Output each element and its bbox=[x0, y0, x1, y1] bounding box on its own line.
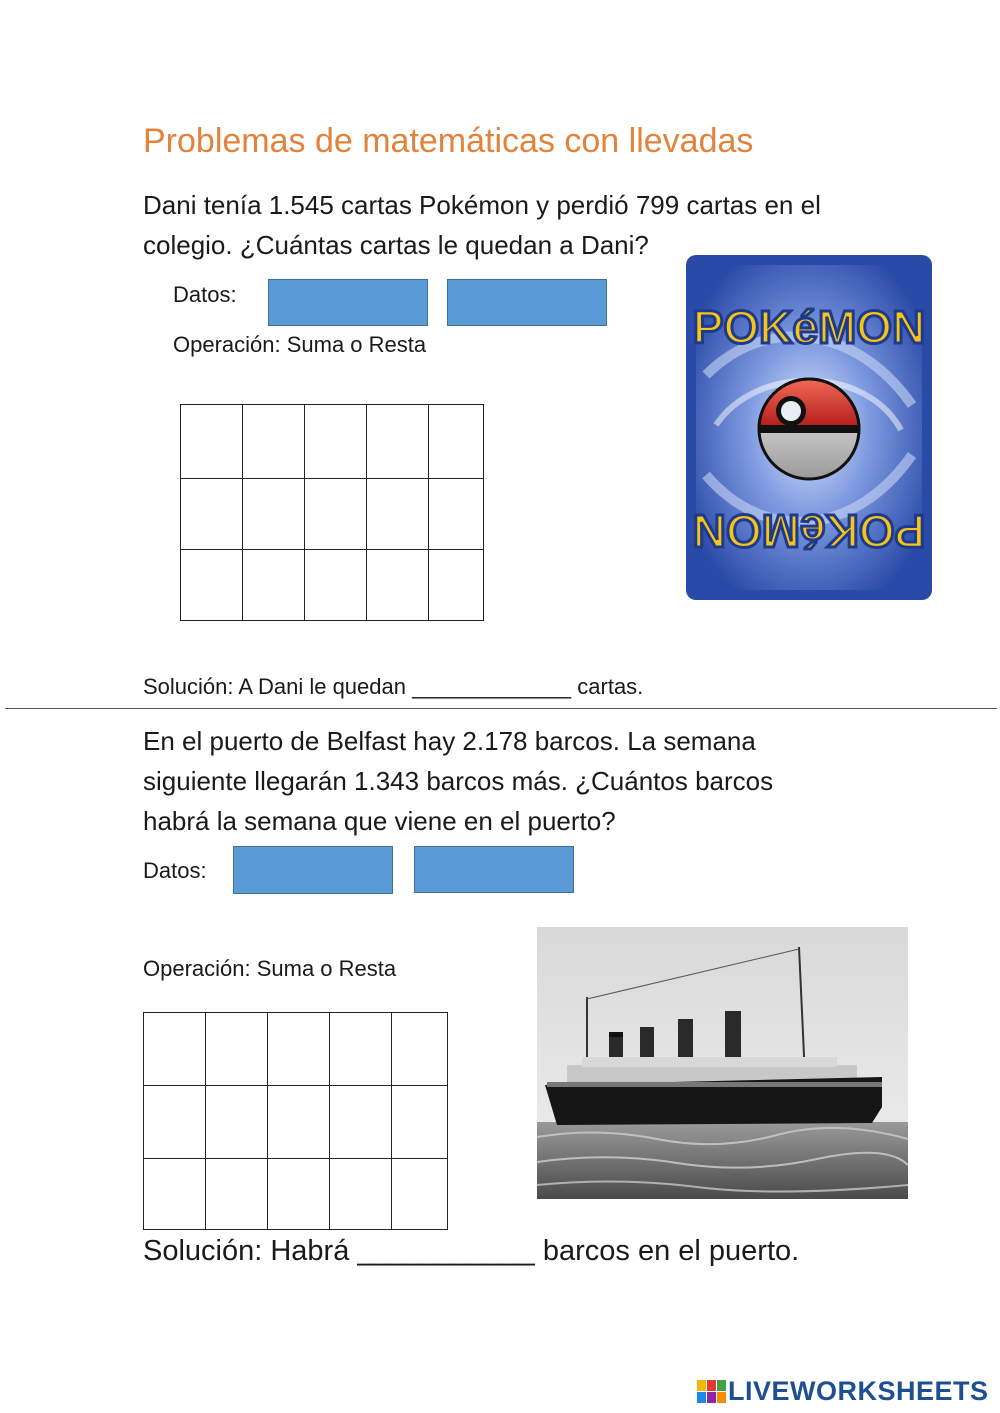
grid-cell[interactable] bbox=[330, 1013, 392, 1086]
problem1-solution: Solución: A Dani le quedan _____________ cartas. bbox=[143, 674, 644, 699]
grid-cell[interactable] bbox=[392, 1159, 448, 1230]
problem2-datos-input-1[interactable] bbox=[233, 846, 393, 894]
grid-cell[interactable] bbox=[392, 1013, 448, 1086]
problem2-datos-input-2[interactable] bbox=[414, 846, 574, 893]
grid-cell[interactable] bbox=[243, 479, 305, 550]
grid-cell[interactable] bbox=[429, 550, 484, 621]
grid-cell[interactable] bbox=[243, 550, 305, 621]
problem1-datos-input-2[interactable] bbox=[447, 279, 607, 326]
problem2-solution: Solución: Habrá ___________ barcos en el puerto. bbox=[143, 1235, 800, 1267]
problem2-calc-grid bbox=[143, 1012, 448, 1230]
problem2-question-line3: habrá la semana que viene en el puerto? bbox=[143, 806, 616, 836]
pokemon-logo-top: POKéMON bbox=[692, 301, 926, 353]
liveworksheets-brand: LIVEWORKSHEETS bbox=[728, 1376, 989, 1406]
grid-cell[interactable] bbox=[367, 479, 429, 550]
grid-cell[interactable] bbox=[268, 1013, 330, 1086]
pokemon-logo-bottom: POKéMON bbox=[692, 505, 926, 557]
grid-cell[interactable] bbox=[243, 405, 305, 479]
grid-cell[interactable] bbox=[144, 1086, 206, 1159]
grid-cell[interactable] bbox=[330, 1159, 392, 1230]
grid-cell[interactable] bbox=[181, 405, 243, 479]
grid-cell[interactable] bbox=[429, 405, 484, 479]
grid-cell[interactable] bbox=[305, 550, 367, 621]
grid-cell[interactable] bbox=[181, 479, 243, 550]
grid-cell[interactable] bbox=[268, 1159, 330, 1230]
problem1-datos-label: Datos: bbox=[173, 282, 237, 307]
pokemon-card-image bbox=[686, 255, 932, 600]
problem1-operacion-label: Operación: Suma o Resta bbox=[173, 332, 427, 357]
problem2-datos-label: Datos: bbox=[143, 858, 207, 883]
grid-cell[interactable] bbox=[206, 1013, 268, 1086]
grid-cell[interactable] bbox=[367, 405, 429, 479]
grid-cell[interactable] bbox=[206, 1159, 268, 1230]
problem2-question-line1: En el puerto de Belfast hay 2.178 barcos. La semana bbox=[143, 726, 756, 756]
grid-cell[interactable] bbox=[206, 1086, 268, 1159]
problem2-operacion-label: Operación: Suma o Resta bbox=[143, 956, 397, 981]
grid-cell[interactable] bbox=[330, 1086, 392, 1159]
grid-cell[interactable] bbox=[392, 1086, 448, 1159]
problem2-question-line2: siguiente llegarán 1.343 barcos más. ¿Cuántos barcos bbox=[143, 766, 774, 796]
grid-cell[interactable] bbox=[144, 1013, 206, 1086]
grid-cell[interactable] bbox=[268, 1086, 330, 1159]
grid-cell[interactable] bbox=[144, 1159, 206, 1230]
ship-photo bbox=[537, 927, 908, 1199]
grid-cell[interactable] bbox=[305, 479, 367, 550]
page-title: Problemas de matemáticas con llevadas bbox=[143, 122, 754, 160]
problem1-calc-grid bbox=[180, 404, 484, 621]
liveworksheets-logo-icon bbox=[697, 1380, 727, 1404]
problem1-question-line2: colegio. ¿Cuántas cartas le quedan a Dani? bbox=[143, 230, 649, 260]
grid-cell[interactable] bbox=[305, 405, 367, 479]
problem1-question-line1: Dani tenía 1.545 cartas Pokémon y perdió 799 cartas en el bbox=[143, 190, 821, 220]
problem1-datos-input-1[interactable] bbox=[268, 279, 428, 326]
section-divider bbox=[5, 708, 997, 709]
grid-cell[interactable] bbox=[181, 550, 243, 621]
grid-cell[interactable] bbox=[429, 479, 484, 550]
grid-cell[interactable] bbox=[367, 550, 429, 621]
